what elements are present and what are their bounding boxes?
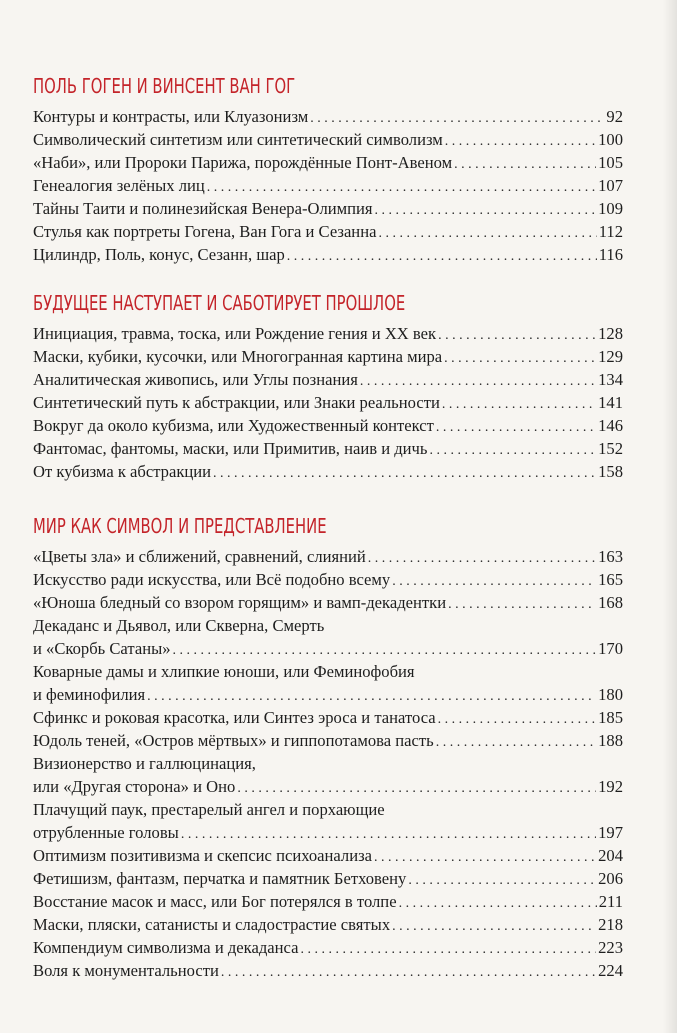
page-number: 141	[598, 393, 623, 412]
dot-leader	[392, 915, 596, 938]
entry-title: «Юноша бледный со взором горящим» и вамп-декадентки	[33, 593, 447, 612]
page-number: 152	[598, 439, 623, 458]
dot-leader	[392, 570, 596, 593]
dot-leader	[442, 393, 596, 416]
dot-leader	[173, 639, 597, 662]
toc-entry[interactable]	[33, 545, 623, 568]
entry-title: и «Скорбь Сатаны»	[33, 639, 171, 658]
page-number: 223	[598, 938, 623, 957]
entry-title: отрубленные головы	[33, 823, 179, 842]
entry-title: Маски, пляски, сатанисты и сладострастие святых	[33, 915, 391, 934]
toc-entry[interactable]	[33, 936, 623, 959]
toc-entry[interactable]	[33, 706, 623, 729]
entry-title: Символический синтетизм или синтетический символизм	[33, 130, 443, 149]
dot-leader	[436, 416, 596, 439]
page-number: 134	[598, 370, 623, 389]
entry-title: Воля к монументальности	[33, 961, 219, 980]
entry-title: или «Другая сторона» и Оно	[33, 777, 236, 796]
toc-entry[interactable]	[33, 683, 623, 706]
dot-leader	[375, 199, 597, 222]
toc-entry[interactable]	[33, 821, 623, 844]
toc-entry[interactable]	[33, 437, 623, 460]
dot-leader	[221, 961, 596, 984]
toc-entry[interactable]	[33, 174, 623, 197]
page-number: 168	[598, 593, 623, 612]
page-number: 129	[598, 347, 623, 366]
entries-list	[33, 105, 623, 266]
entries-list	[33, 322, 623, 483]
page-number: 146	[598, 416, 623, 435]
dot-leader	[147, 685, 596, 708]
toc-entry[interactable]	[33, 460, 623, 483]
page-edge-shadow	[663, 0, 677, 1033]
entry-title: Вокруг да около кубизма, или Художественный контекст	[33, 416, 434, 435]
page-number: 170	[598, 639, 623, 658]
entry-title: Генеалогия зелёных лиц	[33, 176, 205, 195]
page-number: 206	[598, 869, 623, 888]
dot-leader	[378, 222, 596, 245]
section-title: БУДУЩЕЕ НАСТУПАЕТ И САБОТИРУЕТ ПРОШЛОЕ	[33, 291, 406, 315]
toc-entry[interactable]	[33, 729, 623, 752]
entry-title: Маски, кубики, кусочки, или Многогранная картина мира	[33, 347, 443, 366]
entry-title-line1[interactable]: Визионерство и галлюцинация,	[33, 754, 256, 773]
entry-title: Фетишизм, фантазм, перчатка и памятник Бетховену	[33, 869, 407, 888]
toc-entry[interactable]	[33, 128, 623, 151]
page-number: 158	[598, 462, 623, 481]
toc-entry[interactable]	[33, 890, 623, 913]
page-number: 116	[598, 245, 623, 264]
page-number: 109	[598, 199, 623, 218]
entry-title: и феминофилия	[33, 685, 146, 704]
entry-title: Стулья как портреты Гогена, Ван Гога и Сезанна	[33, 222, 377, 241]
entry-title: Юдоль теней, «Остров мёртвых» и гиппопотамова пасть	[33, 731, 434, 750]
dot-leader	[360, 370, 596, 393]
page-number: 204	[598, 846, 623, 865]
dot-leader	[310, 107, 604, 130]
page-number: 105	[598, 153, 623, 172]
page-number: 112	[598, 222, 623, 241]
entry-title-line1[interactable]: Декаданс и Дьявол, или Скверна, Смерть	[33, 616, 325, 635]
entry-title: Восстание масок и масс, или Бог потерялся в толпе	[33, 892, 397, 911]
dot-leader	[454, 153, 596, 176]
dot-leader	[399, 892, 597, 915]
dot-leader	[300, 938, 596, 961]
dot-leader	[448, 593, 596, 616]
entry-title: Цилиндр, Поль, конус, Сезанн, шар	[33, 245, 285, 264]
entry-title: Инициация, травма, тоска, или Рождение гения и XX век	[33, 324, 437, 343]
dot-leader	[436, 731, 596, 754]
page-number: 192	[598, 777, 623, 796]
page-number: 218	[598, 915, 623, 934]
section-title: ПОЛЬ ГОГЕН И ВИНСЕНТ ВАН ГОГ	[33, 74, 296, 98]
entry-title: Фантомас, фантомы, маски, или Примитив, наив и дичь	[33, 439, 428, 458]
dot-leader	[368, 547, 596, 570]
page-number: 188	[598, 731, 623, 750]
toc-entry[interactable]	[33, 243, 623, 266]
entry-title-line1[interactable]: Плачущий паук, престарелый ангел и порхающие	[33, 800, 385, 819]
toc-entry[interactable]	[33, 414, 623, 437]
toc-entry[interactable]	[33, 391, 623, 414]
page-number: 128	[598, 324, 623, 343]
entry-title: Компендиум символизма и декаданса	[33, 938, 299, 957]
dot-leader	[374, 846, 596, 869]
entry-title: Оптимизм позитивизма и скепсис психоанализа	[33, 846, 372, 865]
toc-entry[interactable]	[33, 345, 623, 368]
toc-entry[interactable]	[33, 775, 623, 798]
toc-entry[interactable]	[33, 568, 623, 591]
page-number: 185	[598, 708, 623, 727]
toc-entry[interactable]	[33, 637, 623, 660]
page-number: 197	[598, 823, 623, 842]
dot-leader	[438, 324, 596, 347]
section-title: МИР КАК СИМВОЛ И ПРЕДСТАВЛЕНИЕ	[33, 514, 327, 538]
page-number: 180	[598, 685, 623, 704]
entry-title: Аналитическая живопись, или Углы познания	[33, 370, 358, 389]
page-number: 107	[598, 176, 623, 195]
entries-list	[33, 545, 623, 982]
entry-title: Контуры и контрасты, или Клуазонизм	[33, 107, 309, 126]
page-number: 211	[598, 892, 623, 911]
toc-entry[interactable]	[33, 151, 623, 174]
page-number: 100	[598, 130, 623, 149]
entry-title: Синтетический путь к абстракции, или Знаки реальности	[33, 393, 440, 412]
dot-leader	[213, 462, 596, 485]
entry-title-line1[interactable]: Коварные дамы и хлипкие юноши, или Феминофобия	[33, 662, 415, 681]
toc-entry[interactable]	[33, 867, 623, 890]
entry-title: Искусство ради искусства, или Всё подобно всему	[33, 570, 391, 589]
toc-entry[interactable]	[33, 959, 623, 982]
toc-entry[interactable]	[33, 844, 623, 867]
dot-leader	[408, 869, 596, 892]
entry-title: «Цветы зла» и сближений, сравнений, слияний	[33, 547, 366, 566]
toc-entry[interactable]	[33, 368, 623, 391]
entry-title: Тайны Таити и полинезийская Венера-Олимпия	[33, 199, 373, 218]
dot-leader	[444, 347, 596, 370]
toc-entry[interactable]	[33, 220, 623, 243]
toc-entry[interactable]	[33, 197, 623, 220]
dot-leader	[445, 130, 596, 153]
dot-leader	[438, 708, 596, 731]
dot-leader	[181, 823, 596, 846]
page-number: 92	[606, 107, 623, 126]
entry-title: «Наби», или Пророки Парижа, порождённые Понт-Авеном	[33, 153, 453, 172]
dot-leader	[287, 245, 597, 268]
entry-title: От кубизма к абстракции	[33, 462, 212, 481]
toc-entry[interactable]	[33, 591, 623, 614]
page-number: 224	[598, 961, 623, 980]
dot-leader	[429, 439, 596, 462]
toc-entry[interactable]	[33, 322, 623, 345]
toc-entry[interactable]	[33, 913, 623, 936]
entry-title: Сфинкс и роковая красотка, или Синтез эроса и танатоса	[33, 708, 436, 727]
page-number: 165	[598, 570, 623, 589]
toc-entry[interactable]	[33, 105, 623, 128]
dot-leader	[207, 176, 596, 199]
page-number: 163	[598, 547, 623, 566]
dot-leader	[237, 777, 596, 800]
